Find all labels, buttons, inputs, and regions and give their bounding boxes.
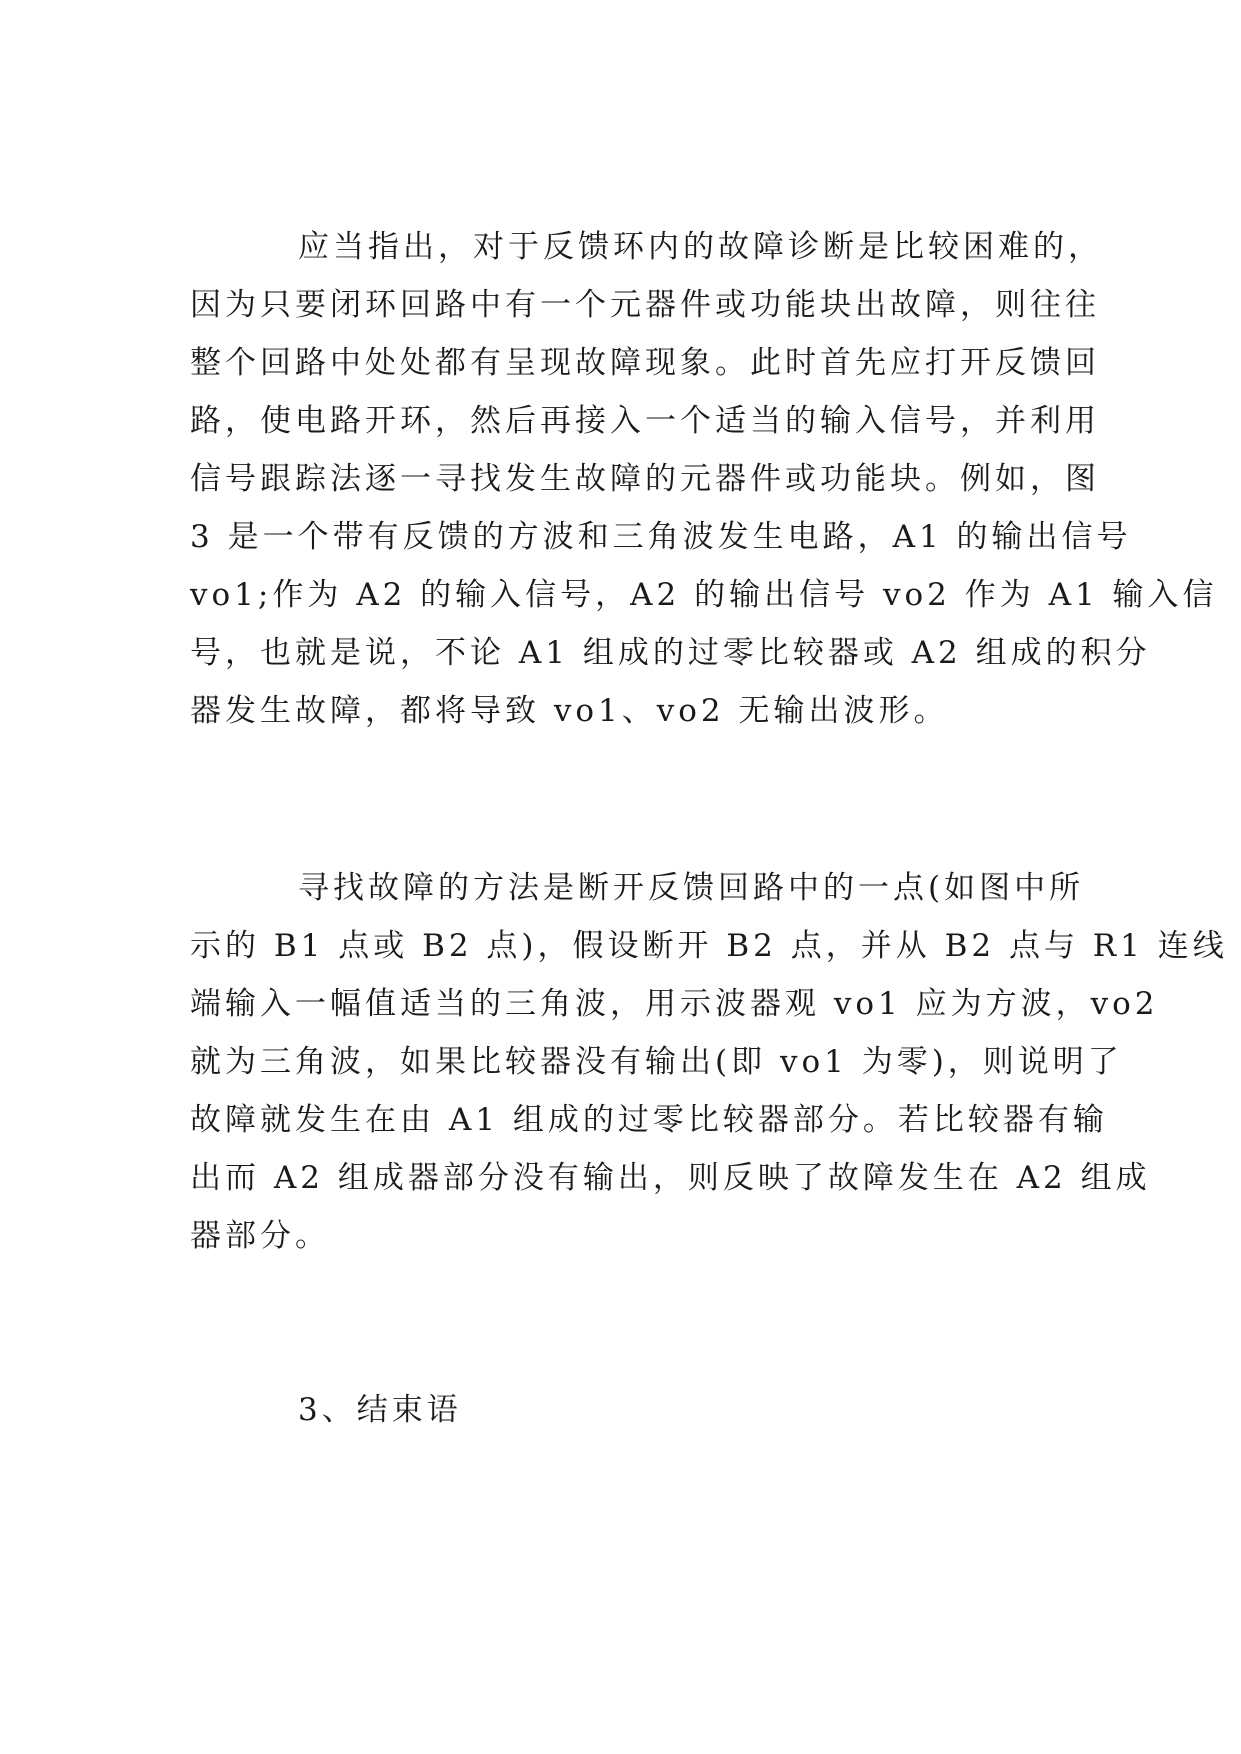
text-line: 示的 B1 点或 B2 点)，假设断开 B2 点，并从 B2 点与 R1 连线 xyxy=(190,928,1228,964)
text-line: 号，也就是说，不论 A1 组成的过零比较器或 A2 组成的积分 xyxy=(190,635,1151,671)
text-line: 器部分。 xyxy=(190,1218,330,1254)
text-line: 出而 A2 组成器部分没有输出，则反映了故障发生在 A2 组成 xyxy=(190,1160,1151,1196)
text-line: 信号跟踪法逐一寻找发生故障的元器件或功能块。例如，图 xyxy=(190,461,1100,497)
text-line: 器发生故障，都将导致 vo1、vo2 无输出波形。 xyxy=(190,693,949,729)
text-line: 故障就发生在由 A1 组成的过零比较器部分。若比较器有输 xyxy=(190,1102,1108,1138)
text-line: 端输入一幅值适当的三角波，用示波器观 vo1 应为方波，vo2 xyxy=(190,986,1159,1022)
text-line: 整个回路中处处都有呈现故障现象。此时首先应打开反馈回 xyxy=(190,345,1100,381)
text-line: 因为只要闭环回路中有一个元器件或功能块出故障，则往往 xyxy=(190,287,1100,323)
text-line: 寻找故障的方法是断开反馈回路中的一点(如图中所 xyxy=(298,870,1085,906)
text-line: 3 是一个带有反馈的方波和三角波发生电路，A1 的输出信号 xyxy=(190,519,1132,555)
text-line: 应当指出，对于反馈环内的故障诊断是比较困难的， xyxy=(298,229,1103,265)
section-heading xyxy=(298,1381,1160,1439)
section-heading-text: 3、结束语 xyxy=(298,1392,462,1428)
paragraph-fault-finding-method xyxy=(190,859,1228,1265)
text-line: 就为三角波，如果比较器没有输出(即 vo1 为零)，则说明了 xyxy=(190,1044,1123,1080)
text-line: 路，使电路开环，然后再接入一个适当的输入信号，并利用 xyxy=(190,403,1100,439)
text-line: vo1;作为 A2 的输入信号，A2 的输出信号 vo2 作为 A1 输入信 xyxy=(190,577,1218,613)
paragraph-feedback-loop-diagnosis xyxy=(190,218,1218,740)
